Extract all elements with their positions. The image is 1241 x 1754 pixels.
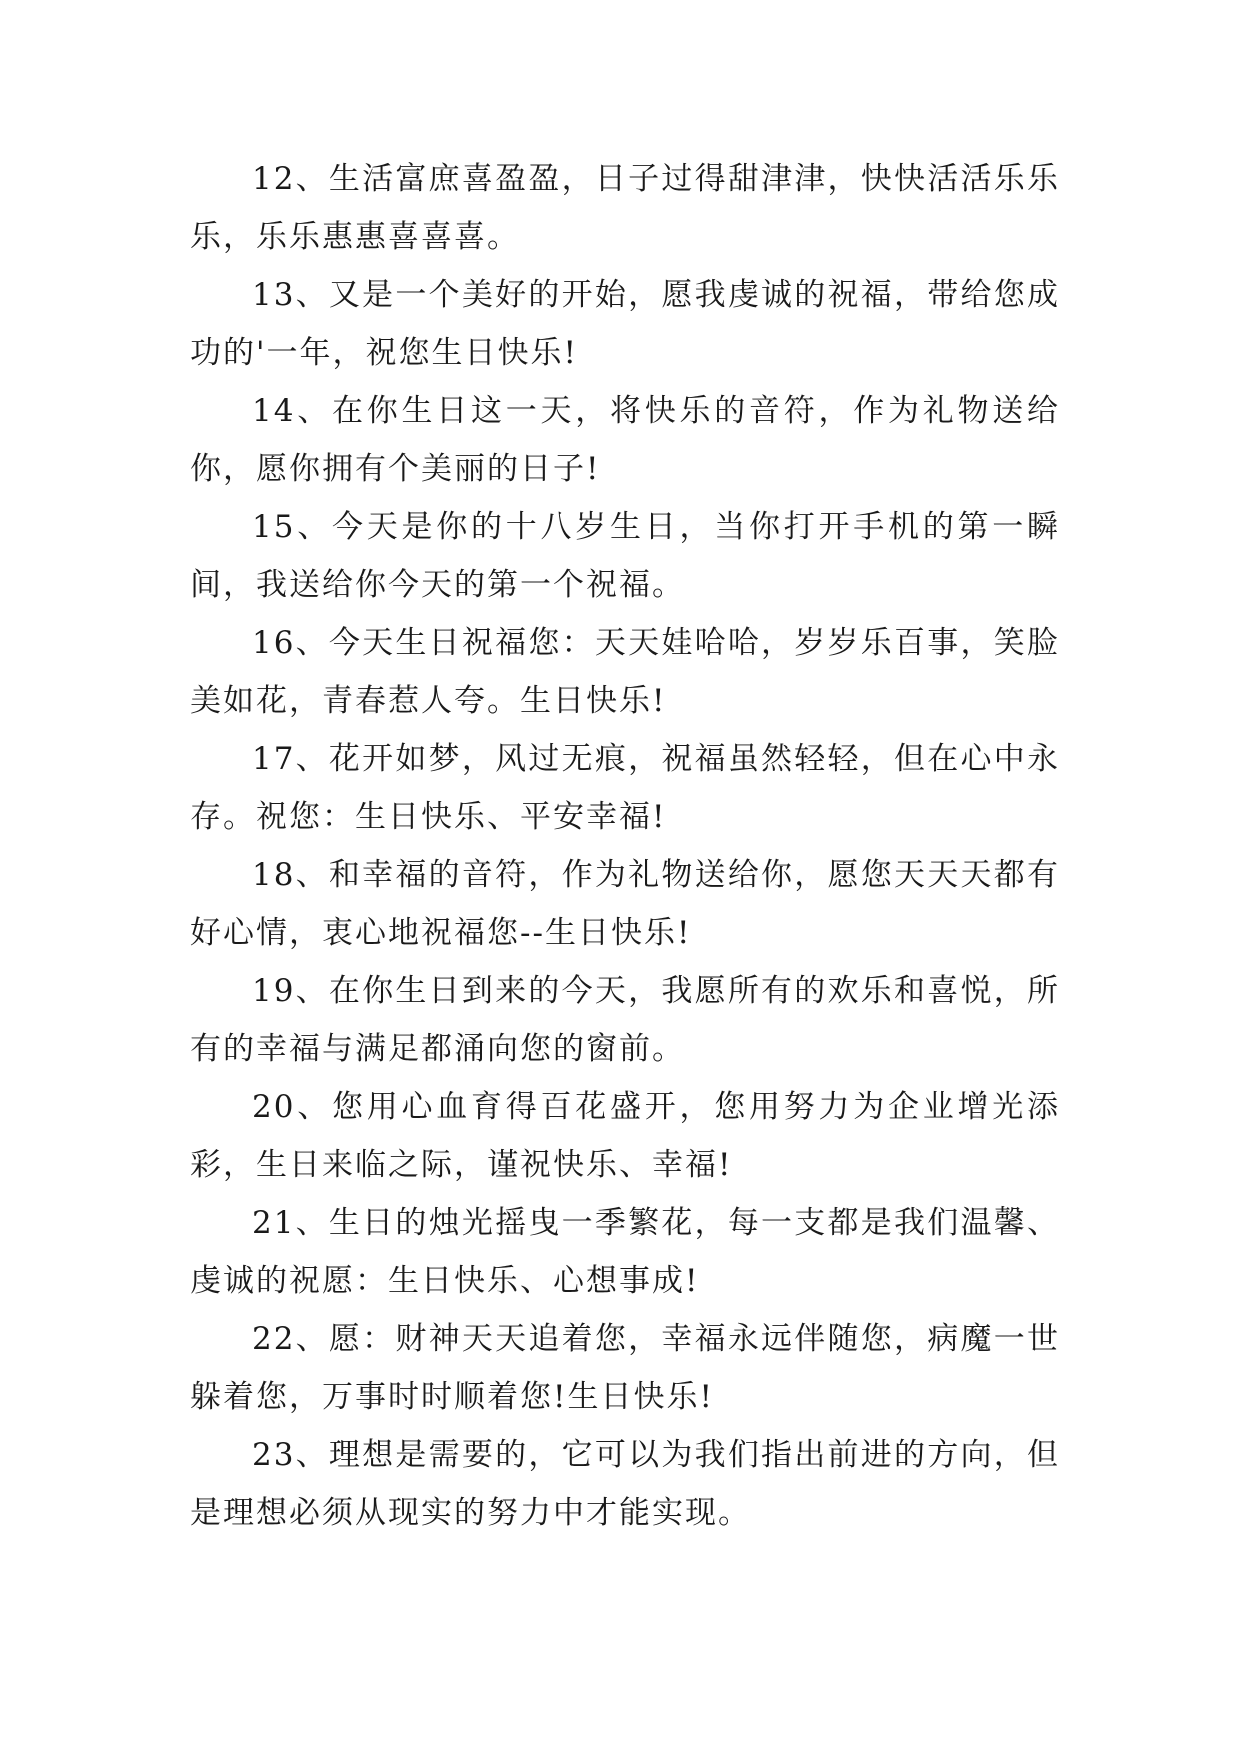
paragraph-20: 20、您用心血育得百花盛开，您用努力为企业增光添彩，生日来临之际，谨祝快乐、幸福! xyxy=(190,1089,1060,1183)
paragraph-19: 19、在你生日到来的今天，我愿所有的欢乐和喜悦，所有的幸福与满足都涌向您的窗前。 xyxy=(190,973,1060,1067)
paragraph-12: 12、生活富庶喜盈盈，日子过得甜津津，快快活活乐乐乐，乐乐惠惠喜喜喜。 xyxy=(190,161,1060,255)
paragraph-22: 22、愿：财神天天追着您，幸福永远伴随您，病魔一世躲着您，万事时时顺着您!生日快乐! xyxy=(190,1321,1060,1415)
document-body xyxy=(190,150,1060,1542)
paragraph-23: 23、理想是需要的，它可以为我们指出前进的方向，但是理想必须从现实的努力中才能实现。 xyxy=(190,1437,1060,1531)
paragraph-14: 14、在你生日这一天，将快乐的音符，作为礼物送给你，愿你拥有个美丽的日子! xyxy=(190,393,1060,487)
paragraph-16: 16、今天生日祝福您：天天娃哈哈，岁岁乐百事，笑脸美如花，青春惹人夸。生日快乐! xyxy=(190,625,1060,719)
paragraph-17: 17、花开如梦，风过无痕，祝福虽然轻轻，但在心中永存。祝您：生日快乐、平安幸福! xyxy=(190,741,1060,835)
paragraph-15: 15、今天是你的十八岁生日，当你打开手机的第一瞬间，我送给你今天的第一个祝福。 xyxy=(190,509,1060,603)
paragraph-21: 21、生日的烛光摇曳一季繁花，每一支都是我们温馨、虔诚的祝愿：生日快乐、心想事成! xyxy=(190,1205,1060,1299)
paragraph-13: 13、又是一个美好的开始，愿我虔诚的祝福，带给您成功的'一年，祝您生日快乐! xyxy=(190,277,1060,371)
paragraph-18: 18、和幸福的音符，作为礼物送给你，愿您天天天都有好心情，衷心地祝福您--生日快乐! xyxy=(190,857,1060,951)
